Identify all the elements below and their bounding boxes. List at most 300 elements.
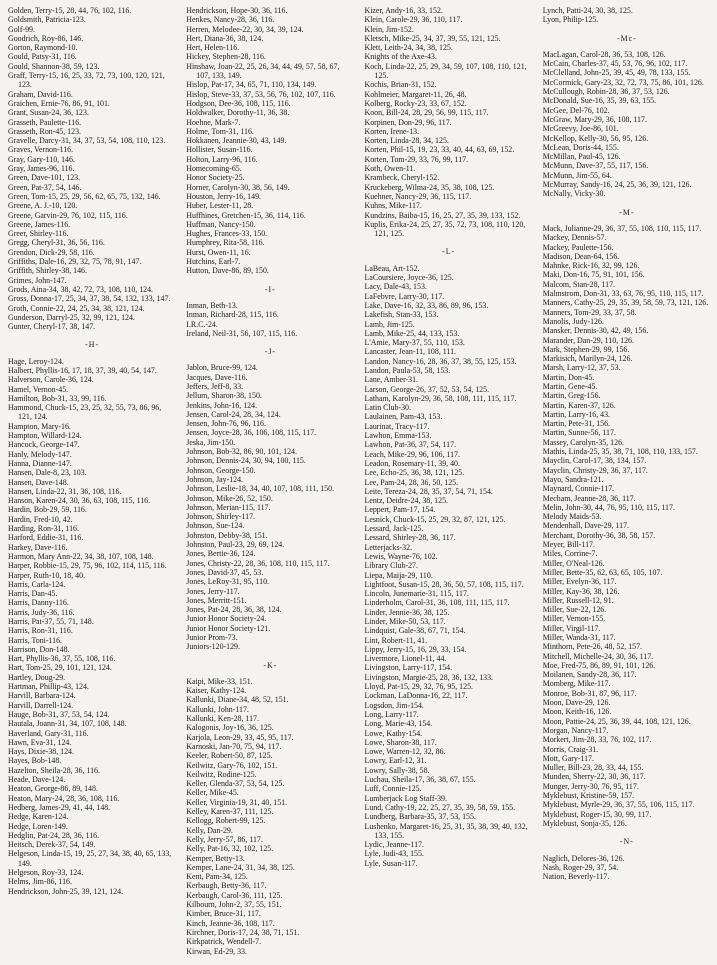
index-entry: Jacques, Dave-116. — [186, 372, 248, 382]
index-entry: Maynard, Connie-117. — [542, 484, 615, 494]
index-entry: Madison, Dean-64, 156. — [542, 251, 620, 261]
index-entry: Holme, Tom-31, 116. — [186, 126, 254, 136]
index-entry: Lippy, Jerry-15, 16, 29, 33, 154. — [364, 644, 467, 654]
index-entry: Hamel, Vernon-45. — [8, 384, 69, 394]
index-entry: Johnson, Merian-115, 117. — [186, 502, 271, 512]
index-entry: Johnson, Bob-32, 86, 90, 101, 124. — [186, 447, 297, 457]
index-entry: Griffith, Shirley-38, 146. — [8, 266, 87, 276]
index-entry: Kelly, Jerry-57, 86, 117. — [186, 834, 263, 844]
index-entry: Kilbourn, John-2, 37, 55, 151. — [186, 900, 282, 910]
index-entry: Moon, Keith-16, 126. — [542, 707, 612, 717]
index-entry: Kletsch, Mike-25, 34, 37, 39, 55, 121, 125. — [364, 33, 501, 43]
index-entry: Muller, Bill-23, 28, 33, 44, 155. — [542, 763, 644, 773]
index-entry: Jones, Jerry-117. — [186, 586, 240, 596]
index-entry: Jeffers, Jeff-8, 33. — [186, 381, 244, 391]
index-entry: Lint, Robert-11, 41. — [364, 635, 428, 645]
index-entry: Gray, Gary-110, 146. — [8, 154, 75, 164]
index-entry: Markisich, Marilyn-24, 126. — [542, 354, 633, 364]
index-entry: Lewis, Wayne-76, 102. — [364, 551, 438, 561]
index-entry: Gravelle, Darcy-31, 34, 37, 53, 54, 108, 110, 123. — [8, 136, 166, 146]
index-entry: Hutchins, Earl-7. — [186, 257, 241, 267]
index-entry: Mathis, Linda-25, 35, 38, 71, 108, 110, 133, 157. — [542, 447, 698, 457]
index-entry: Melin, John-30, 44, 76, 95, 110, 115, 117. — [542, 502, 675, 512]
index-entry: Hayes, Bob-148. — [8, 756, 62, 766]
index-entry: Long, Larry-117. — [364, 709, 419, 719]
index-entry: Naglich, Delores-36, 126. — [542, 853, 625, 863]
index-entry: Klein, Jim-152. — [364, 24, 414, 34]
index-entry: Harding, Ron-31, 116. — [8, 524, 79, 534]
index-entry: L'Amie, Mary-37, 55, 110, 153. — [364, 338, 465, 348]
index-entry: Harrison, Don-148. — [8, 644, 70, 654]
index-entry: Gregg, Cheryl-31, 36, 56, 116. — [8, 238, 105, 248]
section-letter-heading: -K- — [263, 660, 278, 670]
index-entry: Lamb, Jim-125. — [364, 319, 415, 329]
index-entry: Jensen, Joyce-28, 36, 106, 108, 115, 117. — [186, 428, 317, 438]
index-entry: McCormick, Gary-23, 32, 72, 73, 75, 86, 101, 126. — [542, 77, 704, 87]
index-entry: Morkert, Jim-28, 33, 76, 102, 117. — [542, 735, 652, 745]
index-entry: Harper, Ruth-10, 18, 40. — [8, 570, 86, 580]
section-letter-heading: -J- — [264, 347, 277, 357]
index-entry: McLean, Doris-44, 155. — [542, 142, 619, 152]
index-entry: Jenkins, John-16, 124. — [186, 400, 258, 410]
index-entry: Myklebust, Roger-15, 30, 99, 117. — [542, 809, 652, 819]
index-entry: Horner, Carolyn-30, 38, 56, 149. — [186, 182, 290, 192]
index-entry: Heitsch, Derek-37, 54, 149. — [8, 840, 96, 850]
index-entry: Mayclin, Carol-17, 38, 134, 157. — [542, 456, 647, 466]
section-letter-heading: -H- — [85, 340, 100, 350]
index-entry: McCain, Charles-37, 45, 53, 76, 96, 102, 117. — [542, 59, 688, 69]
index-entry: Grasseth, Ron-45, 123. — [8, 126, 81, 136]
index-entry: Inman, Beth-13. — [186, 300, 238, 310]
index-entry: Lowe, Sharon-38, 117. — [364, 737, 437, 747]
index-entry: Linderholm, Carol-31, 36, 108, 111, 115, 117. — [364, 598, 510, 608]
index-entry: McGreevy, Joe-86, 101. — [542, 124, 619, 134]
index-entry: Letterjacks-32. — [364, 542, 413, 552]
index-entry: Korten, Linda-28, 34, 125. — [364, 136, 449, 146]
index-entry: Laulainen, Pam-43, 153. — [364, 412, 443, 422]
index-entry: Knights of the Axe-43. — [364, 52, 437, 62]
index-entry: Lowry, Earl-12, 31. — [364, 756, 427, 766]
index-entry: Humphrey, Rita-58, 116. — [186, 238, 265, 248]
index-entry: Kolberg, Rocky-23, 33, 67, 152. — [364, 98, 467, 108]
index-entry: Hollister, Susan-116. — [186, 145, 253, 155]
index-entry: Mack, Julianne-29, 36, 37, 55, 108, 110, 115, 117. — [542, 223, 702, 233]
index-entry: McMurray, Sandy-16, 24, 25, 36, 39, 121, 126. — [542, 180, 692, 190]
index-entry: Heade, Dave-124. — [8, 775, 66, 785]
index-entry: Halbert, Phyllis-16, 17, 18, 37, 39, 40, 54, 147. — [8, 365, 157, 375]
index-entry: Korten, Phil-15, 19, 23, 33, 40, 44, 63, 69, 152. — [364, 145, 515, 155]
index-entry: Johnston, Paul-23, 29, 69, 124. — [186, 540, 285, 550]
index-entry: Monroe, Bob-31, 87, 96, 117. — [542, 688, 637, 698]
index-entry: Koth, Owen-11. — [364, 164, 416, 174]
index-entry: Korten, Irene-13. — [364, 126, 420, 136]
index-entry: Heaton, Mary-24, 28, 36, 108, 116. — [8, 793, 120, 803]
index-entry: Miller, Sue-22, 126. — [542, 605, 607, 615]
index-entry: Lyle, Judi-43, 155. — [364, 849, 424, 859]
index-entry: Hart, Phyllis-36, 37, 55, 108, 116. — [8, 654, 116, 664]
index-entry: Jones, David-37, 45, 53. — [186, 567, 264, 577]
index-entry: Moe, Fred-75, 86, 89, 91, 101, 126. — [542, 660, 656, 670]
index-entry: Jones, Merritt-151. — [186, 595, 247, 605]
index-entry: Harris, Pat-37, 55, 71, 148. — [8, 617, 94, 626]
index-entry: Grods, Aina-34, 38, 42, 72, 73, 108, 110, 124. — [8, 284, 154, 294]
index-entry: Kimber, Bruce-31, 117. — [186, 909, 261, 919]
index-entry: Lightfoot, Susan-15, 28, 36, 50, 57, 108, 115, 117. — [364, 579, 524, 589]
index-entry: Mecham, Jeanne-28, 36, 117. — [542, 493, 636, 503]
index-entry: Hedge, Karen-124. — [8, 812, 69, 822]
index-entry: MacLagan, Carol-28, 36, 53, 108, 126. — [542, 49, 666, 59]
index-entry: Hays, Dixie-38, 124. — [8, 747, 74, 757]
index-entry: Koon, Bill-24, 28, 29, 56, 99, 115, 117. — [364, 108, 489, 118]
index-entry: Mayclin, Christy-29, 36, 37, 117. — [542, 465, 648, 475]
index-entry: Miller, Evelyn-36, 117. — [542, 577, 617, 587]
index-entry: Hislop, Steve-33, 37, 53, 56, 76, 102, 107, 116. — [186, 89, 336, 99]
index-entry: Harper, Robbie-15, 29, 75, 96, 102, 114, 115, 116. — [8, 561, 167, 571]
index-entry: Landon, Nancy-16, 28, 36, 37, 38, 55, 125, 153. — [364, 356, 517, 366]
index-entry: Lindquist, Gale-38, 67, 71, 154. — [364, 626, 466, 636]
index-entry: Hoehne, Mark-7. — [186, 117, 241, 127]
index-entry: Kundzins, Baiba-15, 16, 25, 27, 35, 39, 133, 152. — [364, 210, 521, 220]
index-entry: Kelley, Karen-37, 111, 125. — [186, 807, 274, 817]
index-entry: Harvill, Barbara-124. — [8, 691, 76, 701]
index-entry: Lesnick, Chuck-15, 25, 29, 32, 87, 121, 125. — [364, 514, 506, 524]
index-entry: Malmstrom, Don-31, 33, 63, 76, 95, 110, 115, 117. — [542, 289, 704, 299]
index-entry: Hautala, Joann-31, 34, 107, 108, 148. — [8, 719, 127, 729]
index-entry: Miller, Virgil-117. — [542, 623, 601, 633]
index-entry: Keller, Glenda-37, 53, 54, 125. — [186, 779, 285, 789]
index-entry: Morris, Craig-31. — [542, 744, 599, 754]
index-entry: Mitchell, Michelle-24, 30, 36, 117. — [542, 651, 654, 661]
index-entry: Houston, Jerry-16, 149. — [186, 191, 261, 201]
index-entry: Lane, Amber-31. — [364, 375, 419, 385]
index-entry: Johnson, Dennis-24, 30, 94, 100, 115. — [186, 456, 306, 466]
index-entry: Kelly, Pat-16, 32, 102, 125. — [186, 844, 274, 854]
index-entry: Hansen, Dale-8, 23, 103. — [8, 468, 87, 478]
index-entry: Gray, James-96, 116. — [8, 164, 75, 174]
index-entry: Latham, Karolyn-29, 36, 58, 108, 111, 115, 117. — [364, 393, 517, 403]
index-entry: Miller, O'Neal-126. — [542, 558, 605, 568]
index-entry: Johnston, Debby-38, 151. — [186, 530, 268, 540]
index-entry: Marander, Dan-29, 110, 126. — [542, 335, 634, 345]
index-entry: Momberg, Mike-117. — [542, 679, 611, 689]
section-letter-heading: -M- — [619, 207, 635, 217]
index-entry: Junior Prom-73. — [186, 633, 238, 642]
index-entry: Kallunki, John-117. — [186, 704, 249, 714]
index-entry: Kerbaugh, Betty-36, 117. — [186, 881, 267, 891]
index-entry: Klein, Carole-29, 36, 110, 117. — [364, 15, 463, 25]
index-entry: Kallunki, Ken-28, 117. — [186, 714, 259, 724]
index-entry: Kirchner, Doris-17, 24, 38, 71, 151. — [186, 927, 300, 937]
index-entry: Lawhon, Emma-153. — [364, 431, 432, 441]
index-entry: Merchant, Dorothy-36, 38, 58, 157. — [542, 530, 656, 540]
index-entry: Hert, Helen-116. — [186, 43, 240, 53]
index-entry: Hammond, Chuck-15, 23, 25, 32, 55, 73, 86, 96, 121, 124. — [8, 403, 162, 422]
index-column-1 — [8, 6, 176, 965]
index-entry: I.R.C.-24. — [186, 319, 218, 329]
index-entry: Johnson, Jay-124. — [186, 474, 244, 484]
index-entry: McMillan, Paul-45, 126. — [542, 152, 621, 162]
index-entry: Harkey, Dave-116. — [8, 542, 68, 552]
index-entry: Graff, Terry-15, 16, 25, 33, 72, 73, 100, 120, 121, 123. — [8, 71, 165, 90]
index-entry: McGee, Del-76, 102. — [542, 105, 610, 115]
index-entry: Jablon, Bruce-99, 124. — [186, 363, 258, 373]
index-entry: Lincoln, Junemarie-31, 115, 117. — [364, 589, 469, 599]
index-entry: Martin, Gene-45. — [542, 381, 598, 391]
index-entry: Lee, Pam-24, 28, 36, 50, 125. — [364, 477, 459, 487]
index-entry: Keller, Virginia-19, 31, 40, 151. — [186, 797, 288, 807]
index-entry: Hedglin, Pat-24, 28, 36, 116. — [8, 830, 100, 840]
index-entry: Koch, Linda-22, 25, 29, 34, 59, 107, 108, 110, 121, 125. — [364, 61, 527, 81]
index-entry: Johnson, George-150. — [186, 465, 256, 475]
index-entry: Lundberg, Barbara-35, 37, 53, 155. — [364, 812, 476, 822]
index-entry: Lumberjack Log Staff-39. — [364, 793, 447, 803]
index-entry: Goldsmith, Patricia-123. — [8, 15, 86, 25]
index-entry: Library Club-27. — [364, 561, 418, 571]
index-entry: Kuehner, Nancy-29, 36, 115, 117. — [364, 191, 472, 201]
index-entry: Minthorn, Pete-26, 48, 52, 157. — [542, 642, 643, 652]
index-entry: Manolis, Judy-126. — [542, 316, 604, 326]
index-entry: Hawn, Eva-31, 124. — [8, 737, 72, 747]
index-entry: Kent, Pam-34, 125. — [186, 872, 248, 882]
index-entry: McDonald, Sue-16, 35, 39, 63, 155. — [542, 96, 657, 106]
index-entry: Mansker, Dennis-30, 42, 49, 156. — [542, 326, 649, 336]
index-entry: Lawhon, Pat-36, 37, 54, 117. — [364, 440, 457, 450]
index-entry: Lowe, Kathy-154. — [364, 728, 423, 738]
index-entry: Livermore, Lionel-11, 44. — [364, 654, 447, 664]
index-entry: Greene, A. J.-10, 120. — [8, 201, 78, 211]
index-entry: Hendrickson, John-25, 39, 121, 124. — [8, 886, 124, 896]
index-entry: Hinshaw, Joan-22, 25, 26, 34, 44, 49, 57, 58, 67, 107, 133, 149. — [186, 61, 340, 81]
index-entry: Junior Honor Society-121. — [186, 623, 271, 633]
index-entry: Leite, Tereza-24, 28, 35, 37, 54, 71, 154. — [364, 486, 493, 496]
index-entry: Hislop, Pat-17, 34, 65, 71, 110, 134, 149. — [186, 80, 317, 90]
index-entry: Hauge, Bob-31, 37, 53, 54, 124. — [8, 709, 110, 719]
index-entry: Hanna, Dianne-147. — [8, 458, 72, 468]
index-entry: McClelland, John-25, 39, 45, 49, 78, 133, 155. — [542, 68, 691, 78]
index-entry: Krambeck, Cheryl-152. — [364, 173, 440, 183]
index-entry: McCullough, Robin-28, 36, 37, 53, 126. — [542, 87, 670, 97]
index-entry: Hickey, Stephen-28, 116. — [186, 52, 266, 62]
index-entry: Livingston, Larry-117, 154. — [364, 663, 453, 673]
index-entry: Lessard, Jack-125. — [364, 524, 424, 534]
index-entry: Kuhns, Mike-117. — [364, 201, 422, 211]
index-entry: Harris, Danny-116. — [8, 598, 69, 608]
index-entry: Lentz, Deidre-24, 38, 125. — [364, 496, 448, 506]
index-entry: Johnson, Sue-124. — [186, 521, 245, 531]
index-column-4 — [543, 6, 711, 965]
index-entry: Haverland, Gary-31, 116. — [8, 728, 89, 738]
index-entry: McMunn, Dave-37, 55, 117, 156. — [542, 161, 649, 171]
index-entry: Greene, James-116. — [8, 219, 71, 229]
index-entry: Keilwitz, Rodine-125. — [186, 769, 257, 779]
index-entry: Hurst, Owen-11, 16. — [186, 247, 251, 257]
index-entry: Harris, Ron-31, 116. — [8, 626, 73, 636]
index-entry: Hancock, George-147. — [8, 440, 80, 450]
index-entry: Mendenhall, Dave-29, 117. — [542, 521, 630, 531]
index-entry: Hanson, Karen-24, 30, 36, 63, 108, 115, 116. — [8, 496, 151, 506]
index-entry: Lacy, Dale-43, 153. — [364, 282, 427, 292]
section-letter-heading: -N- — [619, 837, 634, 847]
index-column-3 — [365, 6, 533, 965]
index-entry: Martin, Sunne-56, 117. — [542, 428, 616, 438]
index-entry: Harmon, Mary Ann-22, 34, 38, 107, 108, 148. — [8, 551, 154, 561]
index-entry: Groth, Connie-22, 24, 25, 34, 38, 121, 124. — [8, 303, 145, 313]
index-entry: Lydic, Jeanne-117. — [364, 840, 425, 850]
index-entry: Luff, Connie-125. — [364, 784, 422, 794]
index-entry: Lockman, LaDonna-16, 22, 117. — [364, 691, 468, 701]
index-entry: Kizer, Andy-16, 33, 152. — [364, 6, 443, 15]
index-entry: Greene, Garvin-29, 76, 102, 115, 116. — [8, 210, 128, 220]
index-entry: Kohlmeier, Margaret-11, 26, 48. — [364, 89, 467, 99]
index-entry: Huffhines, Gretchen-15, 36, 114, 116. — [186, 210, 306, 220]
index-entry: Leach, Mike-29, 96, 106, 117. — [364, 449, 460, 459]
index-entry: Long, Marie-43, 154. — [364, 719, 433, 729]
index-entry: Gunderson, Darryl-25, 32, 99, 121, 124. — [8, 312, 135, 322]
index-entry: Keeler, Robert-50, 87, 125. — [186, 751, 273, 761]
index-entry: Hanly, Melody-147. — [8, 449, 72, 459]
index-entry: McGraw, Mary-29, 36, 108, 117. — [542, 114, 647, 124]
index-entry: Korten, Tom-29, 33, 76, 99, 117. — [364, 154, 469, 164]
index-entry: Hansen, Linda-22, 31, 36, 108, 116. — [8, 486, 122, 496]
index-entry: Liepa, Maija-29, 110. — [364, 570, 433, 580]
index-entry: Herren, Melodee-22, 30, 34, 39, 124. — [186, 24, 304, 34]
index-entry: Lyle, Susan-117. — [364, 858, 418, 868]
index-entry: Hokkanen, Jeannie-30, 43, 149. — [186, 136, 287, 146]
index-entry: LaFebvre, Larry-30, 117. — [364, 291, 445, 301]
index-entry: Grasseth, Paulette-116. — [8, 117, 82, 127]
index-entry: Jeska, Jim-150. — [186, 437, 236, 447]
index-entry: Melody Maids-53. — [542, 512, 602, 522]
index-entry: Halverson, Carole-36, 124. — [8, 375, 94, 385]
index-entry: Harvill, Darrell-124. — [8, 700, 74, 710]
index-entry: Kruckeberg, Wilma-24, 35, 38, 108, 125. — [364, 182, 495, 192]
index-entry: Livingston, Margie-25, 28, 36, 132, 133. — [364, 672, 494, 682]
index-entry: Moon, Dave-29, 126. — [542, 698, 611, 708]
index-entry: Gould, Shannon-38, 59, 123. — [8, 61, 100, 71]
index-entry: Kinch, Jeanne-36, 108, 117. — [186, 918, 275, 928]
index-entry: Lyon, Philip-125. — [542, 15, 599, 25]
index-entry: Munger, Jerry-30, 76, 95, 117. — [542, 781, 639, 791]
index-entry: Hendrickson, Hope-30, 36, 116. — [186, 6, 288, 15]
index-entry: Jones, Bertie-36, 124. — [186, 549, 256, 559]
index-entry: Miller, Bette-35, 62, 63, 65, 105, 107. — [542, 567, 663, 577]
section-letter-heading: -Mc- — [616, 33, 637, 43]
index-entry: Linder, Jennie-36, 38, 125. — [364, 607, 450, 617]
index-entry: Munden, Sherry-22, 30, 36, 117. — [542, 772, 646, 782]
index-entry: Kerbaugh, Carol-36, 111, 125. — [186, 890, 283, 900]
index-entry: Leppert, Pam-17, 154. — [364, 505, 436, 515]
index-entry: Graves, Vernon-116. — [8, 145, 74, 155]
index-entry: Kallunki, Diane-34, 48, 52, 151. — [186, 695, 289, 705]
index-entry: Kaipi, Mike-33, 151. — [186, 676, 253, 686]
index-entry: Hedge, Loren-149. — [8, 821, 68, 831]
index-entry: LaCoursiere, Joyce-36, 125. — [364, 273, 454, 283]
index-entry: Jensen, John-76, 96, 116. — [186, 419, 266, 429]
index-entry: Greer, Shirley-116. — [8, 229, 69, 239]
index-entry: Helms, Jim-86, 116. — [8, 877, 72, 887]
index-entry: Lowe, Warren-12, 32, 86. — [364, 747, 446, 757]
index-entry: Jones, Christy-22, 28, 36, 108, 110, 115, 117. — [186, 558, 330, 568]
index-entry: Juniors-120-129. — [186, 642, 240, 652]
index-entry: Mackey, Dennis-57. — [542, 233, 607, 243]
index-entry: Huber, Lester-11, 28. — [186, 201, 254, 211]
index-entry: Hodgson, Dee-36, 108, 115, 116. — [186, 98, 291, 108]
index-entry: Lakefish, Stan-33, 153. — [364, 310, 439, 320]
index-entry: Lowry, Sally-38, 58. — [364, 765, 430, 775]
index-entry: Lund, Cathy-19, 22, 25, 27, 35, 39, 58, 59, 155. — [364, 802, 516, 812]
index-entry: Linder, Mike-50, 53, 117. — [364, 617, 446, 626]
index-entry: Martin, Greg-156. — [542, 391, 601, 401]
index-entry: Gorton, Raymond-10. — [8, 43, 78, 53]
index-entry: Green, Dave-101, 123. — [8, 173, 81, 183]
index-entry: Hazelton, Sheila-28, 36, 116. — [8, 765, 100, 775]
index-entry: Grant, Susan-24, 36, 123. — [8, 108, 89, 118]
index-entry: Hansen, Dave-148. — [8, 477, 69, 487]
index-entry: Kuplis, Erika-24, 25, 27, 35, 72, 73, 108, 110, 120, 121, 125. — [364, 219, 526, 239]
index-entry: Lynch, Patti-24, 30, 38, 125. — [542, 6, 633, 15]
index-entry: Mahnke, Rick-16, 32, 99, 126. — [542, 261, 640, 271]
index-entry: Hart, Tom-25, 29, 101, 121, 124. — [8, 663, 112, 673]
index-entry: Honor Society-25. — [186, 173, 245, 183]
index-entry: Miller, Wanda-31, 117. — [542, 633, 616, 642]
index-entry: Kemper, Betty-13. — [186, 853, 245, 863]
index-entry: Lancaster, Jean-11, 108, 111. — [364, 347, 456, 357]
index-entry: Jensen, Carol-24, 28, 34, 124. — [186, 409, 281, 419]
index-entry: Hedberg, James-29, 41, 44, 148. — [8, 802, 111, 812]
index-entry: Leadon, Rosemary-11, 39, 40. — [364, 458, 460, 468]
index-entry: Martin, Larry-16, 43. — [542, 409, 611, 419]
section-letter-heading: -L- — [442, 247, 456, 257]
index-entry: Homecoming-65. — [186, 164, 242, 174]
index-entry: Karnoski, Jan-70, 75, 94, 117. — [186, 741, 282, 751]
index-entry: Morgan, Nancy-117. — [542, 725, 609, 735]
index-entry: Kochis, Brian-31, 152. — [364, 80, 437, 90]
index-entry: Gunter, Cheryl-17, 38, 147. — [8, 322, 96, 332]
index-entry: Luchau, Sheila-17, 36, 38, 67, 155. — [364, 775, 476, 785]
index-entry: Kemper, Lane-24, 31, 34, 38, 125. — [186, 862, 295, 872]
index-entry: Hartley, Doug-29. — [8, 672, 66, 682]
index-entry: Miller, Kay-36, 38, 126. — [542, 586, 620, 596]
index-entry: Helgeson, Roy-33, 124. — [8, 868, 84, 878]
index-entry: Lake, Dave-16, 32, 33, 86, 89, 96, 153. — [364, 300, 489, 310]
index-entry: Myklebust, Kristine-59, 157. — [542, 791, 635, 801]
index-entry: Moilanen, Sandy-28, 36, 117. — [542, 670, 637, 680]
index-entry: Karjola, Leon-29, 33, 45, 95, 117. — [186, 732, 294, 742]
index-entry: Mayo, Sandra-121. — [542, 474, 604, 484]
index-entry: Marsh, Larry-12, 37, 53. — [542, 363, 621, 373]
index-entry: Lushenko, Margaret-16, 25, 31, 35, 38, 39, 40, 132, 133, 155. — [364, 821, 528, 840]
index-entry: Lamb, Mike-25, 44, 133, 153. — [364, 328, 460, 338]
index-entry: Johnson, Mike-26, 52, 150. — [186, 493, 273, 503]
index-entry: Harford, Eddie-31, 116. — [8, 533, 84, 543]
index-entry: Maki, Don-16, 75, 91, 101, 156. — [542, 270, 645, 280]
index-entry: Golden, Terry-15, 28, 44, 76, 102, 116. — [8, 6, 132, 15]
index-entry: Jones, Pat-24, 28, 36, 38, 124. — [186, 605, 282, 615]
index-entry: Myklebust, Sonja-35, 126. — [542, 818, 627, 828]
index-entry: Junior Honor Society-24. — [186, 614, 267, 624]
index-entry: Hampton, Mary-16. — [8, 421, 71, 431]
index-entry: Manners, Tom-29, 33, 37, 58. — [542, 307, 637, 317]
index-entry: Gross, Donna-17, 25, 34, 37, 38, 54, 132, 133, 147. — [8, 294, 171, 304]
index-entry: Klett, Leith-24, 34, 38, 125. — [364, 43, 453, 53]
index-entry: Hutton, Dave-86, 89, 150. — [186, 266, 269, 276]
index-entry: Hartman, Phillip-43, 124. — [8, 682, 89, 692]
index-entry: Kelly, Dan-29. — [186, 825, 233, 835]
index-entry: Lessard, Shirley-28, 36, 117. — [364, 533, 456, 543]
index-entry: Holdwalker, Dorothy-11, 36, 38. — [186, 108, 290, 118]
index-entry: Golf-99. — [8, 24, 35, 34]
index-entry: Kirkpatrick, Wendell-7. — [186, 937, 262, 947]
